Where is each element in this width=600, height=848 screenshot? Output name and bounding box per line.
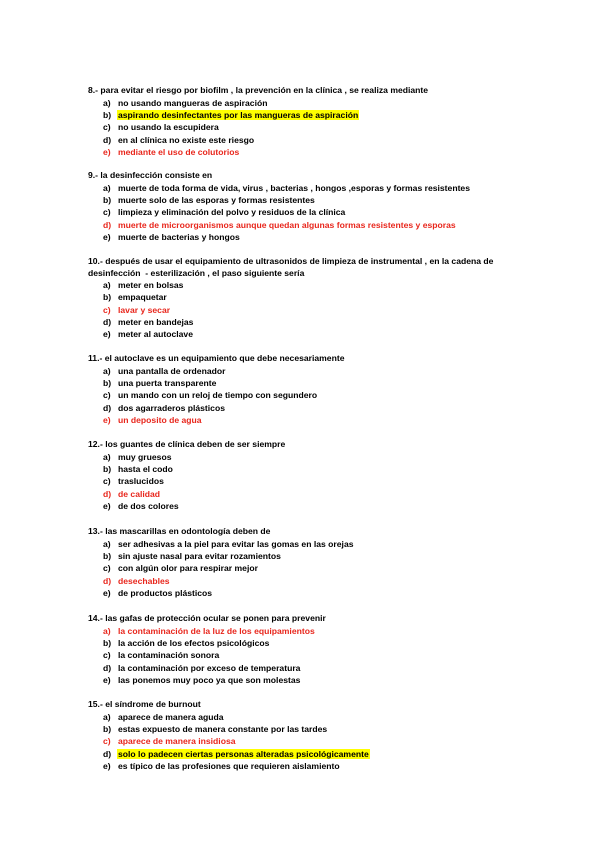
option-text: sin ajuste nasal para evitar rozamientos <box>118 550 281 561</box>
option-letter: b) <box>103 463 112 474</box>
option-text: meter en bandejas <box>118 317 194 328</box>
option-a <box>88 451 508 463</box>
option-letter: d) <box>103 748 112 759</box>
option-a <box>88 625 508 637</box>
option-b <box>88 109 508 121</box>
option-text: la acción de los efectos psicológicos <box>118 637 270 648</box>
option-d <box>88 661 508 673</box>
option-letter: e) <box>103 587 111 598</box>
option-text: hasta el codo <box>118 463 173 474</box>
option-b <box>88 637 508 649</box>
option-text: lavar y secar <box>118 304 171 315</box>
option-text: muerte de toda forma de vida, virus , bacterias , hongos ,esporas y formas resistentes <box>118 182 470 193</box>
option-text: de productos plásticos <box>118 587 213 598</box>
option-b <box>88 194 508 206</box>
option-letter: d) <box>103 219 112 230</box>
question-13 <box>88 526 508 599</box>
question-14 <box>88 613 508 686</box>
option-text: la contaminación sonora <box>118 650 220 661</box>
option-letter: b) <box>103 723 112 734</box>
question-8 <box>88 85 508 158</box>
option-b <box>88 463 508 475</box>
option-text: en al clínica no existe este riesgo <box>118 134 255 145</box>
option-text: aspirando desinfectantes por las mangueras de aspiración <box>118 109 359 120</box>
option-text: una puerta transparente <box>118 377 217 388</box>
option-d <box>88 487 508 499</box>
option-text: limpieza y eliminación del polvo y residuos de la clínica <box>118 207 346 218</box>
option-b <box>88 291 508 303</box>
option-letter: c) <box>103 476 111 487</box>
option-text: muerte de microorganismos aunque quedan algunas formas resistentes y esporas <box>118 219 456 230</box>
option-text: muerte de bacterias y hongos <box>118 231 240 242</box>
option-text: es típico de las profesiones que requieren aislamiento <box>118 760 340 771</box>
question-title: 8.- para evitar el riesgo por biofilm , la prevención en la clínica , se realiza mediante <box>88 85 429 95</box>
option-list <box>88 97 508 158</box>
option-letter: b) <box>103 550 112 561</box>
option-text: desechables <box>118 575 170 586</box>
option-c <box>88 389 508 401</box>
option-letter: c) <box>103 650 111 661</box>
option-b <box>88 377 508 389</box>
option-letter: c) <box>103 736 111 747</box>
option-text: la contaminación de la luz de los equipamientos <box>118 625 315 636</box>
option-text: dos agarraderos plásticos <box>118 402 225 413</box>
option-a <box>88 365 508 377</box>
option-list <box>88 625 508 686</box>
option-text: estas expuesto de manera constante por las tardes <box>118 723 328 734</box>
option-letter: e) <box>103 146 111 157</box>
option-letter: d) <box>103 317 112 328</box>
option-text: aparece de manera insidiosa <box>118 736 236 747</box>
option-letter: c) <box>103 304 111 315</box>
option-letter: e) <box>103 674 111 685</box>
option-text: de calidad <box>118 488 161 499</box>
option-text: un mando con un reloj de tiempo con segundero <box>118 390 318 401</box>
option-c <box>88 649 508 661</box>
option-letter: c) <box>103 563 111 574</box>
option-e <box>88 231 508 243</box>
question-title: 15.- el síndrome de burnout <box>88 699 201 709</box>
option-text: traslucidos <box>118 476 164 487</box>
option-text: aparece de manera aguda <box>118 711 224 722</box>
question-title: 13.- las mascarillas en odontología deben de <box>88 526 271 536</box>
option-letter: c) <box>103 390 111 401</box>
option-text: mediante el uso de colutorios <box>118 146 240 157</box>
option-text: meter en bolsas <box>118 280 184 291</box>
question-title: 12.- los guantes de clínica deben de ser siempre <box>88 439 286 449</box>
option-e <box>88 328 508 340</box>
option-text: muy gruesos <box>118 451 172 462</box>
option-letter: b) <box>103 292 112 303</box>
option-letter: a) <box>103 280 111 291</box>
option-d <box>88 316 508 328</box>
option-letter: d) <box>103 134 112 145</box>
option-letter: c) <box>103 207 111 218</box>
option-text: la contaminación por exceso de temperatura <box>118 662 301 673</box>
option-text: solo lo padecen ciertas personas alteradas psicológicamente <box>118 748 369 759</box>
option-list <box>88 451 508 512</box>
option-a <box>88 97 508 109</box>
option-a <box>88 711 508 723</box>
question-11 <box>88 353 508 426</box>
option-letter: d) <box>103 662 112 673</box>
option-a <box>88 182 508 194</box>
option-text: con algún olor para respirar mejor <box>118 563 258 574</box>
option-letter: a) <box>103 451 111 462</box>
option-letter: b) <box>103 637 112 648</box>
option-list <box>88 538 508 599</box>
option-c <box>88 206 508 218</box>
option-text: no usando mangueras de aspiración <box>118 97 268 108</box>
question-12 <box>88 439 508 512</box>
question-title: 9.- la desinfección consiste en <box>88 170 213 180</box>
option-e <box>88 587 508 599</box>
option-letter: d) <box>103 402 112 413</box>
option-text: una pantalla de ordenador <box>118 365 226 376</box>
option-e <box>88 146 508 158</box>
option-letter: e) <box>103 329 111 340</box>
question-15 <box>88 699 508 772</box>
option-e <box>88 414 508 426</box>
option-d <box>88 747 508 759</box>
option-letter: b) <box>103 109 112 120</box>
option-letter: c) <box>103 122 111 133</box>
option-letter: a) <box>103 97 111 108</box>
option-letter: b) <box>103 194 112 205</box>
option-letter: a) <box>103 625 111 636</box>
option-d <box>88 401 508 413</box>
option-letter: d) <box>103 575 112 586</box>
option-b <box>88 550 508 562</box>
option-list <box>88 711 508 772</box>
option-e <box>88 760 508 772</box>
option-c <box>88 475 508 487</box>
option-c <box>88 121 508 133</box>
option-c <box>88 562 508 574</box>
option-text: muerte solo de las esporas y formas resistentes <box>118 194 315 205</box>
option-d <box>88 218 508 230</box>
question-title: 10.- después de usar el equipamiento de ultrasonidos de limpieza de instrumental , en la cadena de desinfección - esterilización , el paso siguiente sería <box>88 256 494 278</box>
option-d <box>88 574 508 586</box>
option-letter: a) <box>103 538 111 549</box>
option-list <box>88 182 508 243</box>
option-letter: a) <box>103 182 111 193</box>
option-list <box>88 365 508 426</box>
option-text: de dos colores <box>118 500 179 511</box>
option-e <box>88 674 508 686</box>
option-letter: e) <box>103 760 111 771</box>
option-c <box>88 304 508 316</box>
option-letter: a) <box>103 365 111 376</box>
option-text: empaquetar <box>118 292 167 303</box>
option-letter: a) <box>103 711 111 722</box>
option-text: no usando la escupidera <box>118 122 219 133</box>
option-letter: e) <box>103 500 111 511</box>
option-letter: e) <box>103 414 111 425</box>
option-a <box>88 279 508 291</box>
question-title: 11.- el autoclave es un equipamiento que debe necesariamente <box>88 353 345 363</box>
option-b <box>88 723 508 735</box>
option-c <box>88 735 508 747</box>
option-letter: b) <box>103 377 112 388</box>
question-9 <box>88 170 508 243</box>
option-d <box>88 133 508 145</box>
option-text: ser adhesivas a la piel para evitar las gomas en las orejas <box>118 538 354 549</box>
option-text: meter al autoclave <box>118 329 193 340</box>
question-10 <box>88 256 508 340</box>
option-letter: e) <box>103 231 111 242</box>
option-text: un deposito de agua <box>118 414 202 425</box>
option-e <box>88 500 508 512</box>
option-a <box>88 538 508 550</box>
option-list <box>88 279 508 340</box>
question-title: 14.- las gafas de protección ocular se ponen para prevenir <box>88 613 326 623</box>
option-letter: d) <box>103 488 112 499</box>
option-text: las ponemos muy poco ya que son molestas <box>118 674 301 685</box>
